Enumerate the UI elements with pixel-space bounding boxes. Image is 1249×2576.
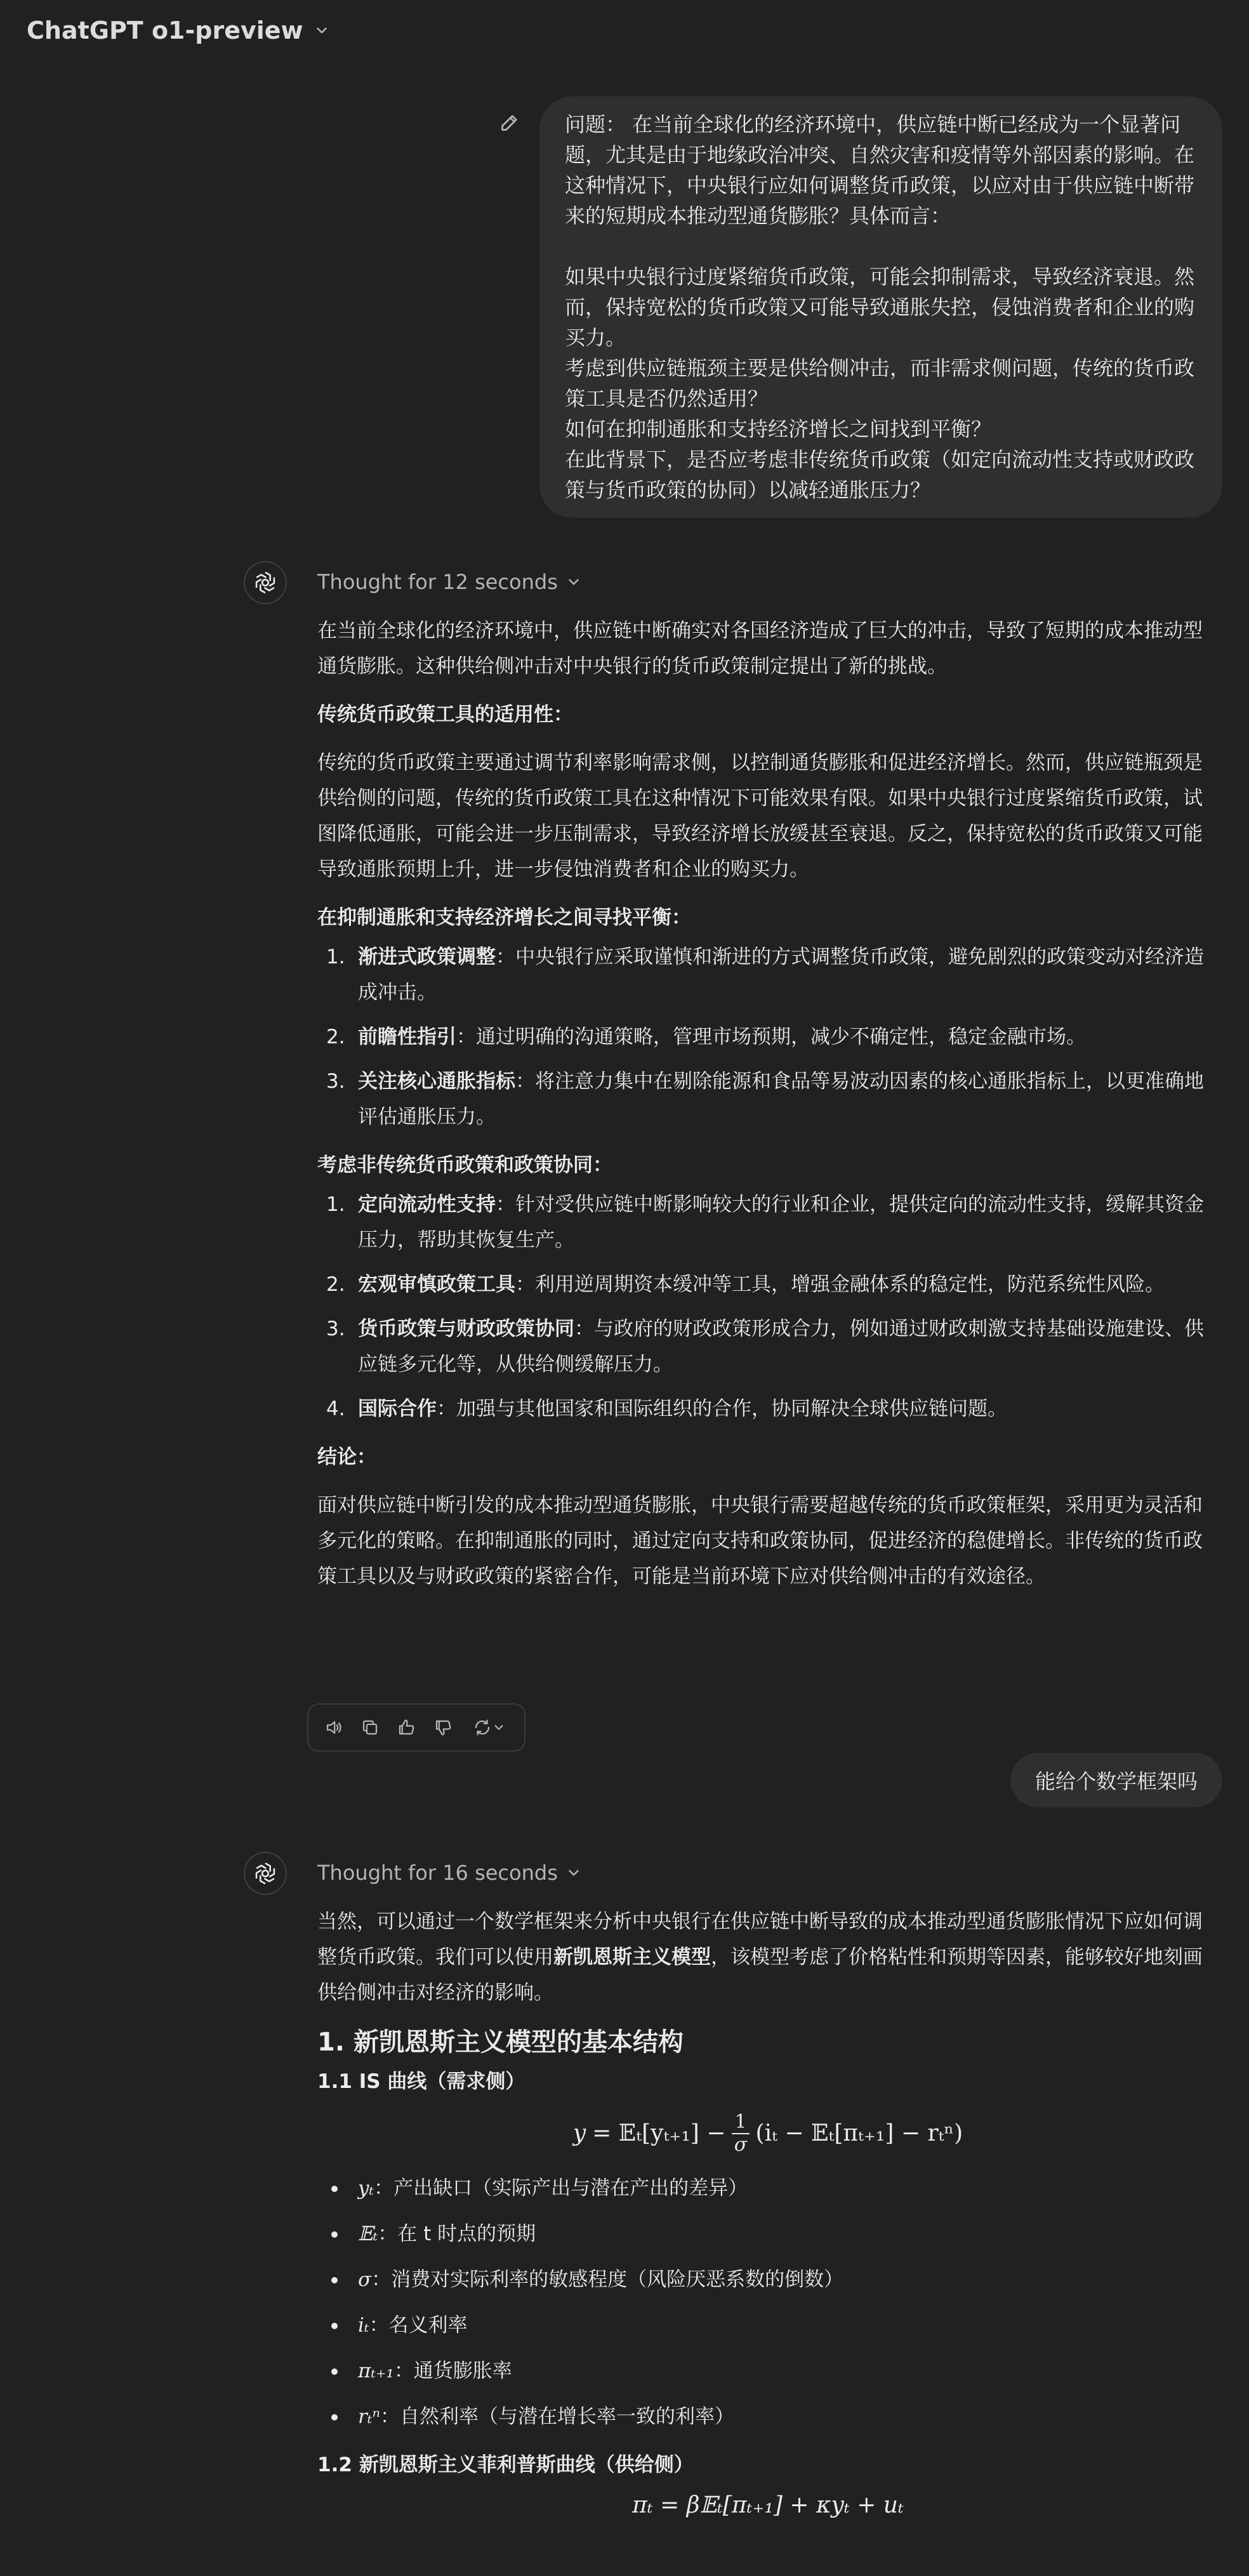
variable-symbol: πₜ₊₁ [358,2360,394,2382]
list-item [317,2399,1219,2434]
list-number: 3. [326,1318,345,1340]
variable-symbol: iₜ [358,2314,369,2337]
variable-symbol: rₜⁿ [358,2405,381,2428]
subsection-heading: 1.1 IS 曲线（需求侧） [317,2070,525,2093]
list-number: 2. [326,1273,345,1296]
model-selector[interactable] [27,13,330,48]
numbered-list [317,1187,1219,1427]
list-number: 2. [326,1026,345,1048]
list-item-text: ：利用逆周期资本缓冲等工具，增强金融体系的稳定性，防范系统性风险。 [515,1273,1165,1296]
subsection-heading: 1.2 新凯恩斯主义菲利普斯曲线（供给侧） [317,2454,694,2476]
chevron-down-icon [565,1865,582,1881]
list-item [317,1391,1219,1427]
fraction-denominator: σ [734,2134,748,2156]
user-message-line: 问题： 在当前全球化的经济环境中，供应链中断已经成为一个显著问题，尤其是由于地缘政治冲突、自然灾害和疫情等外部因素的影响。在这种情况下，中央银行应如何调整货币政策，以应对由于供应链中断带来的短期成本推动型通货膨胀？具体而言： [565,112,1195,228]
thought-toggle[interactable] [317,1861,582,1885]
user-message-line: 如果中央银行过度紧缩货币政策，可能会抑制需求，导致经济衰退。然而，保持宽松的货币政策又可能导致通胀失控，侵蚀消费者和企业的购买力。 [565,265,1195,350]
thought-toggle[interactable] [317,570,582,594]
list-item [317,2216,1219,2252]
model-title: ChatGPT o1-preview [27,17,303,44]
list-item-title: 渐进式政策调整 [358,946,496,968]
list-item [317,939,1219,1010]
list-number: 3. [326,1070,345,1093]
list-item [317,2308,1219,2343]
chevron-down-icon [565,574,582,590]
openai-logo-icon [251,1859,279,1887]
intro-bold: 新凯恩斯主义模型 [553,1946,711,1969]
list-item-text: ：加强与其他国家和国际组织的合作，协同解决全球供应链问题。 [437,1397,1007,1420]
list-item [317,1311,1219,1382]
list-item-title: 宏观审慎政策工具 [358,1273,515,1296]
message-actions-bar [307,1703,525,1752]
answer-intro [317,1904,1219,2011]
chevron-down-icon [492,1721,506,1734]
list-item-title: 国际合作 [358,1397,437,1420]
openai-logo-icon [251,569,279,597]
formula-part: y [572,2120,586,2146]
user-message-line: 考虑到供应链瓶颈主要是供给侧冲击，而非需求侧问题，传统的货币政策工具是否仍然适用？ [565,356,1195,411]
phillips-curve-formula [317,2488,1219,2523]
intro-text: ，该模型考虑了价格粘性和预期等因素，能够较好地刻画供给侧冲击对经济的影响。 [317,1946,1203,2004]
intro-text: 当然，可以通过一个数学框架来分析中央银行在供应链中断导致的成本推动型通货膨胀情况下应如何调整货币政策。我们可以使用 [317,1910,1203,1969]
thought-label: Thought for 12 seconds [317,570,558,594]
list-number: 1. [326,946,345,968]
list-item [317,1064,1219,1135]
section-body: 传统的货币政策主要通过调节利率影响需求侧，以控制通货膨胀和促进经济增长。然而，供应链瓶颈是供给侧的问题，传统的货币政策工具在这种情况下可能效果有限。如果中央银行过度紧缩货币政策，试图降低通胀，可能会进一步压制需求，导致经济增长放缓甚至衰退。反之，保持宽松的货币政策又可能导致通胀预期上升，进一步侵蚀消费者和企业的购买力。 [317,751,1203,881]
is-curve-formula [317,2107,1219,2160]
list-item-title: 货币政策与财政政策协同 [358,1318,574,1340]
answer-intro: 在当前全球化的经济环境中，供应链中断确实对各国经济造成了巨大的冲击，导致了短期的成本推动型通货膨胀。这种供给侧冲击对中央银行的货币政策制定提出了新的挑战。 [317,619,1203,678]
user-message-bubble [539,96,1222,518]
list-number: 1. [326,1193,345,1216]
list-item-text: ：与政府的财政政策形成合力，例如通过财政刺激支持基础设施建设、供应链多元化等，从供给侧缓解压力。 [358,1318,1204,1376]
copy-icon [360,1718,380,1737]
list-item [317,2353,1219,2389]
user-message-text: 能给个数学框架吗 [1034,1769,1198,1793]
formula-fraction [732,2111,749,2156]
assistant-answer [317,1904,1219,2523]
section-heading: 在抑制通胀和支持经济增长之间寻找平衡： [317,906,691,929]
section-heading: 传统货币政策工具的适用性： [317,703,573,726]
speaker-icon [324,1718,343,1737]
edit-icon[interactable] [498,112,520,135]
formula-part: (iₜ − 𝔼ₜ[πₜ₊₁] − rₜⁿ) [755,2120,963,2146]
numbered-list [317,939,1219,1135]
assistant-avatar [244,561,287,604]
assistant-avatar [244,1852,287,1895]
regenerate-button[interactable] [466,1715,512,1740]
read-aloud-button[interactable] [321,1715,346,1740]
section-heading: 考虑非传统货币政策和政策协同： [317,1154,612,1177]
variable-desc: ：自然利率（与潜在增长率一致的利率） [380,2405,735,2428]
variable-symbol: 𝔼ₜ [358,2223,378,2245]
thought-label: Thought for 16 seconds [317,1861,558,1885]
list-item [317,1019,1219,1055]
list-item [317,1267,1219,1302]
list-item-text: ：针对受供应链中断影响较大的行业和企业，提供定向的流动性支持，缓解其资金压力，帮助其恢复生产。 [358,1193,1204,1252]
variable-desc: ：名义利率 [369,2314,468,2337]
thumbs-up-button[interactable] [394,1715,419,1740]
variable-symbol: yₜ [358,2177,374,2200]
list-item [317,1187,1219,1258]
user-message-bubble [1010,1753,1222,1807]
section-heading: 1. 新凯恩斯主义模型的基本结构 [317,2028,684,2057]
list-item [317,2262,1219,2297]
refresh-icon [473,1718,492,1737]
list-item-text: ：中央银行应采取谨慎和渐进的方式调整货币政策，避免剧烈的政策变动对经济造成冲击。 [358,946,1204,1004]
section-heading: 结论： [317,1446,376,1469]
variable-desc: ：产出缺口（实际产出与潜在产出的差异） [374,2177,748,2200]
list-number: 4. [326,1397,345,1420]
list-item-text: ：将注意力集中在剔除能源和食品等易波动因素的核心通胀指标上，以更准确地评估通胀压力。 [358,1070,1204,1128]
chevron-down-icon [314,22,330,39]
assistant-answer [317,613,1219,1594]
variable-symbol: σ [358,2268,372,2291]
user-message-line: 在此背景下，是否应考虑非传统货币政策（如定向流动性支持或财政政策与货币政策的协同）以减轻通胀压力？ [565,447,1195,502]
variable-desc: ：在 t 时点的预期 [378,2223,536,2245]
thumbs-down-icon [433,1718,453,1737]
variable-list [317,2170,1219,2434]
section-body: 面对供应链中断引发的成本推动型通货膨胀，中央银行需要超越传统的货币政策框架，采用更为灵活和多元化的策略。在抑制通胀的同时，通过定向支持和政策协同，促进经济的稳健增长。非传统的货币政策工具以及与财政政策的紧密合作，可能是当前环境下应对供给侧冲击的有效途径。 [317,1494,1203,1588]
formula-part: πₜ = β𝔼ₜ[πₜ₊₁] + κyₜ + uₜ [632,2492,904,2518]
variable-desc: ：消费对实际利率的敏感程度（风险厌恶系数的倒数） [371,2268,844,2291]
fraction-numerator: 1 [732,2111,749,2134]
thumbs-up-icon [397,1718,416,1737]
user-message-line: 如何在抑制通胀和支持经济增长之间找到平衡？ [565,417,992,441]
list-item-title: 关注核心通胀指标 [358,1070,515,1093]
list-item [317,2170,1219,2206]
formula-part: = 𝔼ₜ[yₜ₊₁] − [592,2120,726,2146]
thumbs-down-button[interactable] [430,1715,455,1740]
list-item-text: ：通过明确的沟通策略，管理市场预期，减少不确定性，稳定金融市场。 [456,1026,1086,1048]
variable-desc: ：通货膨胀率 [393,2360,512,2382]
copy-button[interactable] [357,1715,382,1740]
list-item-title: 定向流动性支持 [358,1193,496,1216]
list-item-title: 前瞻性指引 [358,1026,456,1048]
